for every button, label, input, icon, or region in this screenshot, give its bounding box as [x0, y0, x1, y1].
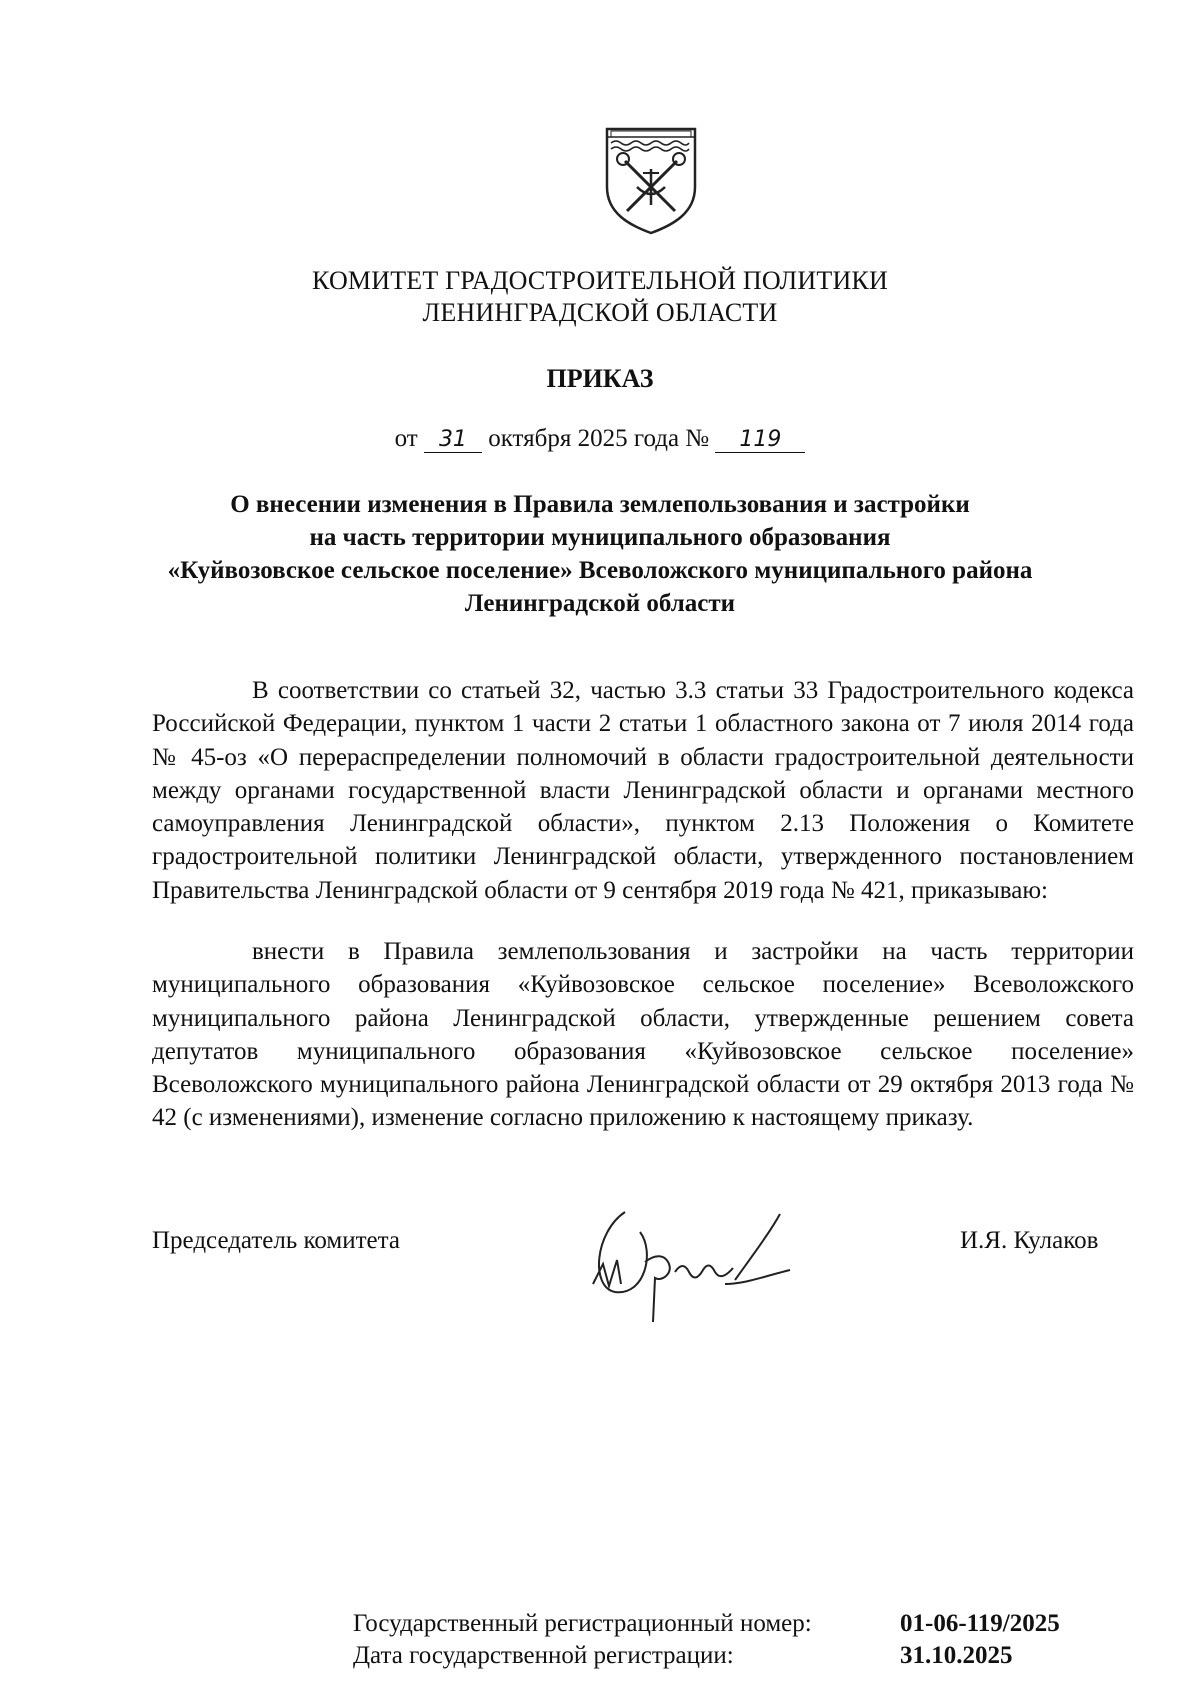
committee-name-line1: КОМИТЕТ ГРАДОСТРОИТЕЛЬНОЙ ПОЛИТИКИ — [312, 266, 888, 295]
committee-name-line2: ЛЕНИНГРАДСКОЙ ОБЛАСТИ — [422, 298, 778, 327]
registration-date-label: Дата государственной регистрации: — [353, 1642, 734, 1669]
body-paragraph-1-block — [152, 674, 1134, 907]
document-title — [150, 488, 1050, 620]
signer-name: И.Я. Кулаков — [960, 1227, 1099, 1254]
body-paragraph-1: В соответствии со статьей 32, частью 3.3 статьи 33 Градостроительного кодекса Российской Федерации, пунктом 1 части 2 статьи 1 областного закона от 7 июля 2014 года № 45-оз «О перераспределении полномочий в области градостроительной деятельности между органами государственной власти Ленинградской области и органами местного самоуправления Ленинградской области», пунктом 2.13 Положения о Комитете градостроительной политики Ленинградской области, утвержденного постановлением Правительства Ленинградской области от 9 сентября 2019 года № 421, приказываю: — [152, 677, 1134, 904]
title-line: Ленинградской области — [464, 590, 736, 617]
date-prefix: от — [394, 425, 418, 452]
title-line: на часть территории муниципального образования — [309, 524, 891, 551]
title-line: О внесении изменения в Правила землепользования и застройки — [230, 491, 970, 518]
date-middle: октября 2025 года № — [488, 425, 710, 452]
registration-number-label: Государственный регистрационный номер: — [353, 1610, 812, 1637]
document-dateline — [0, 425, 1200, 453]
body-paragraph-2: внести в Правила землепользования и застройки на часть территории муниципального образования «Куйвозовское сельское поселение» Всеволожского муниципального района Ленинградской области, утвержденные решением совета депутатов муниципального образования «Куйвозовское сельское поселение» Всеволожского муниципального района Ленинградской области от 29 октября 2013 года № 42 (с изменениями), изменение согласно приложению к настоящему приказу. — [152, 938, 1134, 1132]
coat-of-arms-icon — [603, 125, 699, 235]
registration-number-value: 01-06-119/2025 — [900, 1610, 1060, 1637]
document-number: 119 — [715, 428, 805, 453]
document-type: ПРИКАЗ — [546, 364, 654, 393]
signer-position: Председатель комитета — [152, 1227, 400, 1254]
title-line: «Куйвозовское сельское поселение» Всеволожского муниципального района — [167, 557, 1033, 584]
body-paragraph-2-block — [152, 935, 1134, 1135]
document-day: 31 — [424, 428, 482, 453]
registration-date-value: 31.10.2025 — [900, 1642, 1013, 1669]
handwritten-signature — [585, 1192, 800, 1330]
